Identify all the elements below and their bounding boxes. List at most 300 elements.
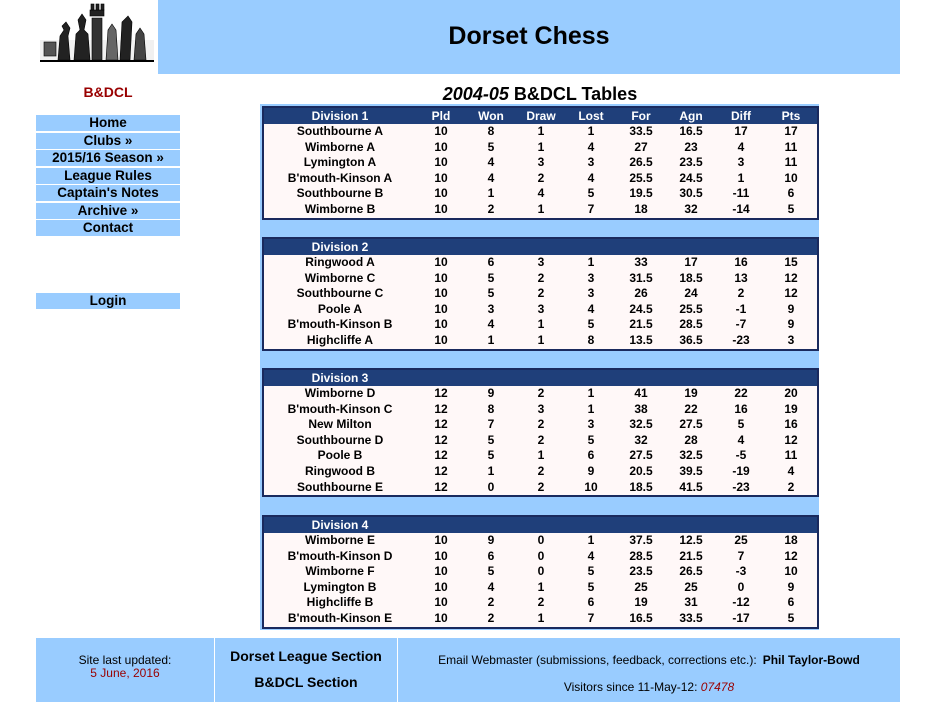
stat-cell: 10 (434, 124, 448, 138)
stat-cell: 16 (734, 401, 748, 416)
nav-archive[interactable]: Archive » (36, 203, 180, 219)
stat-cell: 27 (634, 139, 648, 154)
stat-cell: 3 (487, 301, 495, 316)
stat-cell: 5 (487, 270, 495, 285)
stat-cell: -14 (732, 201, 750, 216)
stat-cell: 1 (737, 170, 745, 185)
league-tables (260, 104, 819, 630)
last-updated-label: Site last updated: (78, 653, 172, 667)
stat-cell: 10 (434, 155, 448, 170)
stat-cell: 8 (587, 332, 595, 347)
stat-cell: 12 (434, 479, 448, 494)
stat-cell: 1 (487, 186, 495, 201)
table-row (264, 255, 817, 271)
visitors-count: 07478 (700, 680, 735, 694)
table-row (264, 611, 817, 627)
team-name: B'mouth-Kinson D (287, 548, 393, 563)
team-name: Southbourne E (297, 479, 383, 494)
stat-cell: 3 (537, 301, 545, 316)
bdcl-section-link[interactable]: B&DCL Section (254, 674, 358, 690)
team-name: B'mouth-Kinson E (287, 610, 393, 625)
stat-cell: 26 (634, 286, 648, 301)
stat-cell: 10 (434, 595, 448, 610)
email-webmaster-text: Email Webmaster (submissions, feedback, corrections etc.): (438, 653, 757, 667)
division-name: Division 2 (311, 240, 369, 254)
stat-cell: 7 (587, 201, 595, 216)
webmaster-link[interactable]: Phil Taylor-Bowd (762, 653, 860, 667)
visitors-label: Visitors since 11-May-12: (563, 680, 701, 694)
stat-cell: 9 (487, 533, 495, 547)
stat-cell: 28.5 (629, 548, 653, 563)
table-row (264, 171, 817, 187)
stat-cell: 1 (487, 463, 495, 478)
stat-cell: 2 (537, 479, 545, 494)
stat-cell: 4 (587, 170, 595, 185)
table-row (264, 386, 817, 402)
stat-cell: 2 (487, 201, 495, 216)
team-name: B'mouth-Kinson A (287, 170, 393, 185)
stat-cell: 15 (784, 255, 798, 269)
stat-cell: 24 (684, 286, 698, 301)
stat-cell: 11 (784, 448, 798, 463)
stat-cell: 16 (784, 417, 798, 432)
team-name: Southbourne C (296, 286, 384, 301)
stat-cell: -12 (732, 595, 750, 610)
stat-cell: 16.5 (629, 610, 653, 625)
nav-captains-notes[interactable]: Captain's Notes (36, 185, 180, 201)
stat-cell: 10 (434, 201, 448, 216)
stat-cell: 1 (587, 386, 595, 400)
table-row (264, 448, 817, 464)
stat-cell: 2 (487, 610, 495, 625)
stat-cell: 25 (634, 579, 648, 594)
nav-league-rules[interactable]: League Rules (36, 168, 180, 184)
stat-cell: 41 (634, 386, 648, 400)
stat-cell: 28.5 (679, 317, 703, 332)
stat-cell: -23 (732, 479, 750, 494)
team-name: Ringwood B (305, 463, 375, 478)
stat-cell: 5 (487, 564, 495, 579)
team-name: Poole B (317, 448, 363, 463)
table-row (264, 124, 817, 140)
stat-cell: -5 (735, 448, 747, 463)
division-header-row (264, 517, 817, 533)
stat-cell: 2 (737, 286, 745, 301)
division-header-row (264, 108, 817, 124)
table-row (264, 480, 817, 496)
stat-cell: 1 (537, 332, 545, 347)
stat-cell: 12 (784, 432, 798, 447)
stat-cell: 23 (684, 139, 698, 154)
stat-cell: -3 (735, 564, 747, 579)
stat-cell: 10 (434, 533, 448, 547)
stat-cell: 5 (787, 610, 795, 625)
team-name: Ringwood A (305, 255, 375, 269)
stat-cell: 4 (787, 463, 795, 478)
stat-cell: 18.5 (679, 270, 703, 285)
nav-contact[interactable]: Contact (36, 220, 180, 236)
header-banner (158, 0, 900, 74)
stat-cell: 1 (537, 201, 545, 216)
stat-cell: 26.5 (679, 564, 703, 579)
table-row (264, 333, 817, 349)
page-title (262, 84, 818, 105)
stat-cell: 5 (587, 186, 595, 201)
stat-cell: 10 (434, 270, 448, 285)
stat-cell: -11 (732, 186, 750, 201)
division-table (262, 515, 819, 629)
stat-cell: 6 (487, 548, 495, 563)
stat-cell: 5 (587, 317, 595, 332)
stat-cell: 4 (487, 317, 495, 332)
stat-cell: 0 (487, 479, 495, 494)
stat-cell: 0 (537, 564, 545, 579)
site-title: Dorset Chess (448, 22, 610, 50)
stat-cell: -7 (735, 317, 747, 332)
team-name: Poole A (317, 301, 363, 316)
stat-cell: 4 (487, 170, 495, 185)
stat-cell: -1 (735, 301, 747, 316)
stat-cell: 1 (587, 124, 595, 138)
nav-home[interactable]: Home (36, 115, 180, 131)
stat-cell: 9 (787, 579, 795, 594)
stat-cell: 6 (587, 448, 595, 463)
stat-cell: 2 (537, 595, 545, 610)
stat-cell: 1 (587, 401, 595, 416)
stat-cell: 39.5 (679, 463, 703, 478)
stat-cell: 16.5 (679, 124, 703, 138)
chess-logo (36, 0, 158, 74)
column-header: Agn (679, 109, 703, 123)
footer-contact (398, 638, 900, 702)
nav-season[interactable]: 2015/16 Season » (36, 150, 180, 166)
table-row (264, 186, 817, 202)
stat-cell: 1 (537, 124, 545, 138)
stat-cell: 10 (434, 170, 448, 185)
footer (36, 638, 900, 702)
team-name: Highcliffe B (306, 595, 374, 610)
login-button[interactable]: Login (36, 293, 180, 309)
stat-cell: 6 (587, 595, 595, 610)
stat-cell: 25.5 (629, 170, 653, 185)
table-row (264, 549, 817, 565)
stat-cell: 19 (634, 595, 648, 610)
stat-cell: 31.5 (629, 270, 653, 285)
table-row (264, 155, 817, 171)
stat-cell: 2 (537, 463, 545, 478)
stat-cell: 6 (787, 186, 795, 201)
table-row (264, 533, 817, 549)
division-name: Division 4 (311, 518, 369, 532)
stat-cell: 12 (434, 401, 448, 416)
division-table (262, 368, 819, 497)
stat-cell: 5 (737, 417, 745, 432)
stat-cell: 5 (487, 139, 495, 154)
team-name: Lymington A (303, 155, 377, 170)
table-row (264, 202, 817, 218)
stat-cell: 2 (787, 479, 795, 494)
stat-cell: 32 (684, 201, 698, 216)
stat-cell: 30.5 (679, 186, 703, 201)
stat-cell: 0 (737, 579, 745, 594)
stat-cell: 4 (587, 548, 595, 563)
team-name: Highcliffe A (306, 332, 374, 347)
stat-cell: 10 (434, 139, 448, 154)
stat-cell: 5 (487, 448, 495, 463)
stat-cell: 10 (434, 332, 448, 347)
stat-cell: 6 (787, 595, 795, 610)
email-webmaster-line (398, 653, 900, 667)
nav-clubs[interactable]: Clubs » (36, 133, 180, 149)
stat-cell: 2 (537, 432, 545, 447)
stat-cell: 10 (434, 317, 448, 332)
stat-cell: 1 (487, 332, 495, 347)
stat-cell: 11 (784, 139, 798, 154)
division-header-row (264, 370, 817, 386)
stat-cell: 3 (587, 155, 595, 170)
stat-cell: 25 (684, 579, 698, 594)
stat-cell: 10 (434, 564, 448, 579)
division-name: Division 3 (311, 371, 369, 385)
stat-cell: 41.5 (679, 479, 703, 494)
stat-cell: 7 (737, 548, 745, 563)
stat-cell: 33 (634, 255, 648, 269)
stat-cell: 33.5 (679, 610, 703, 625)
stat-cell: 12 (784, 286, 798, 301)
stat-cell: 18.5 (629, 479, 653, 494)
table-row (264, 580, 817, 596)
stat-cell: 10 (584, 479, 598, 494)
stat-cell: 3 (737, 155, 745, 170)
column-header: Won (478, 109, 504, 123)
table-row (264, 286, 817, 302)
stat-cell: 12 (434, 463, 448, 478)
stat-cell: 10 (434, 548, 448, 563)
sidebar-nav (36, 115, 180, 238)
team-name: B'mouth-Kinson C (287, 401, 393, 416)
stat-cell: 2 (487, 595, 495, 610)
table-row (264, 417, 817, 433)
stat-cell: 2 (537, 270, 545, 285)
stat-cell: 17 (784, 124, 798, 138)
stat-cell: 10 (784, 170, 798, 185)
team-name: Wimborne E (305, 533, 375, 547)
team-name: B'mouth-Kinson B (287, 317, 393, 332)
stat-cell: 12 (434, 448, 448, 463)
division-name: Division 1 (311, 109, 369, 123)
stat-cell: 10 (434, 610, 448, 625)
stat-cell: 12 (434, 432, 448, 447)
stat-cell: 8 (487, 401, 495, 416)
stat-cell: 32.5 (679, 448, 703, 463)
stat-cell: 3 (587, 270, 595, 285)
stat-cell: 7 (487, 417, 495, 432)
table-row (264, 564, 817, 580)
stat-cell: 13 (734, 270, 748, 285)
table-row (264, 302, 817, 318)
stat-cell: 3 (787, 332, 795, 347)
stat-cell: 12.5 (679, 533, 703, 547)
column-header: For (631, 109, 651, 123)
stat-cell: 17 (734, 124, 748, 138)
team-name: Southbourne D (296, 432, 384, 447)
column-header: Draw (526, 109, 556, 123)
stat-cell: 4 (737, 432, 745, 447)
stat-cell: 10 (434, 301, 448, 316)
stat-cell: 2 (537, 286, 545, 301)
stat-cell: 3 (537, 401, 545, 416)
stat-cell: 21.5 (679, 548, 703, 563)
stat-cell: 7 (587, 610, 595, 625)
stat-cell: 18 (784, 533, 798, 547)
stat-cell: 1 (537, 139, 545, 154)
stat-cell: 4 (487, 579, 495, 594)
stat-cell: 12 (784, 270, 798, 285)
stat-cell: 0 (537, 548, 545, 563)
stat-cell: 12 (784, 548, 798, 563)
stat-cell: 37.5 (629, 533, 653, 547)
stat-cell: 28 (684, 432, 698, 447)
stat-cell: 21.5 (629, 317, 653, 332)
stat-cell: 25.5 (679, 301, 703, 316)
stat-cell: 19 (684, 386, 698, 400)
stat-cell: 9 (487, 386, 495, 400)
stat-cell: 4 (587, 139, 595, 154)
team-name: Wimborne C (304, 270, 376, 285)
stat-cell: 10 (434, 186, 448, 201)
stat-cell: 33.5 (629, 124, 653, 138)
stat-cell: -17 (732, 610, 750, 625)
dorset-league-section-link[interactable]: Dorset League Section (230, 648, 382, 664)
team-name: Wimborne B (304, 201, 376, 216)
stat-cell: 6 (487, 255, 495, 269)
column-header: Diff (731, 109, 751, 123)
heading-text: B&DCL Tables (508, 84, 638, 104)
stat-cell: 13.5 (629, 332, 653, 347)
stat-cell: 25 (734, 533, 748, 547)
stat-cell: 22 (684, 401, 698, 416)
stat-cell: -23 (732, 332, 750, 347)
stat-cell: 3 (537, 155, 545, 170)
stat-cell: 4 (487, 155, 495, 170)
stat-cell: 18 (634, 201, 648, 216)
stat-cell: 20 (784, 386, 798, 400)
stat-cell: 38 (634, 401, 648, 416)
stat-cell: 9 (787, 317, 795, 332)
stat-cell: 2 (537, 417, 545, 432)
stat-cell: 5 (487, 286, 495, 301)
stat-cell: 11 (784, 155, 798, 170)
stat-cell: 27.5 (629, 448, 653, 463)
stat-cell: 3 (537, 255, 545, 269)
stat-cell: 19 (784, 401, 798, 416)
stat-cell: 5 (787, 201, 795, 216)
team-name: New Milton (308, 417, 372, 432)
team-name: Southbourne B (296, 186, 384, 201)
table-row (264, 433, 817, 449)
stat-cell: 10 (434, 255, 448, 269)
stat-cell: 36.5 (679, 332, 703, 347)
stat-cell: 5 (587, 564, 595, 579)
stat-cell: 27.5 (679, 417, 703, 432)
stat-cell: 19.5 (629, 186, 653, 201)
stat-cell: 1 (587, 255, 595, 269)
division-table (262, 106, 819, 220)
stat-cell: -19 (732, 463, 750, 478)
column-header: Pts (781, 109, 801, 123)
stat-cell: 9 (787, 301, 795, 316)
stat-cell: 5 (587, 579, 595, 594)
stat-cell: 9 (587, 463, 595, 478)
last-updated-date: 5 June, 2016 (90, 666, 160, 680)
column-header: Pld (431, 109, 451, 123)
stat-cell: 8 (487, 124, 495, 138)
stat-cell: 12 (434, 417, 448, 432)
stat-cell: 2 (537, 386, 545, 400)
stat-cell: 1 (537, 448, 545, 463)
table-row (264, 464, 817, 480)
stat-cell: 1 (537, 610, 545, 625)
stat-cell: 1 (537, 317, 545, 332)
team-name: Southbourne A (296, 124, 384, 138)
stat-cell: 5 (487, 432, 495, 447)
team-name: Wimborne F (305, 564, 375, 579)
stat-cell: 2 (537, 170, 545, 185)
stat-cell: 12 (434, 386, 448, 400)
stat-cell: 1 (537, 579, 545, 594)
stat-cell: 24.5 (629, 301, 653, 316)
footer-updated (36, 638, 215, 702)
stat-cell: 23.5 (629, 564, 653, 579)
chess-pieces-icon (36, 0, 158, 74)
stat-cell: 20.5 (629, 463, 653, 478)
table-row (264, 402, 817, 418)
stat-cell: 17 (684, 255, 698, 269)
table-row (264, 317, 817, 333)
table-row (264, 595, 817, 611)
table-row (264, 140, 817, 156)
stat-cell: 24.5 (679, 170, 703, 185)
stat-cell: 10 (434, 286, 448, 301)
visitor-counter (398, 680, 900, 694)
stat-cell: 0 (537, 533, 545, 547)
column-header: Lost (578, 109, 604, 123)
stat-cell: 1 (587, 533, 595, 547)
stat-cell: 32.5 (629, 417, 653, 432)
stat-cell: 10 (784, 564, 798, 579)
stat-cell: 31 (684, 595, 698, 610)
team-name: Lymington B (303, 579, 377, 594)
team-name: Wimborne D (304, 386, 376, 400)
stat-cell: 26.5 (629, 155, 653, 170)
division-header-row (264, 239, 817, 255)
stat-cell: 4 (537, 186, 545, 201)
division-table (262, 237, 819, 351)
stat-cell: 4 (737, 139, 745, 154)
stat-cell: 5 (587, 432, 595, 447)
stat-cell: 16 (734, 255, 748, 269)
stat-cell: 10 (434, 579, 448, 594)
stat-cell: 4 (587, 301, 595, 316)
table-row (264, 271, 817, 287)
team-name: Wimborne A (304, 139, 376, 154)
stat-cell: 22 (734, 386, 748, 400)
stat-cell: 3 (587, 417, 595, 432)
footer-sections (215, 638, 398, 702)
league-abbreviation: B&DCL (83, 84, 133, 100)
stat-cell: 23.5 (679, 155, 703, 170)
season-label: 2004-05 (442, 84, 509, 104)
